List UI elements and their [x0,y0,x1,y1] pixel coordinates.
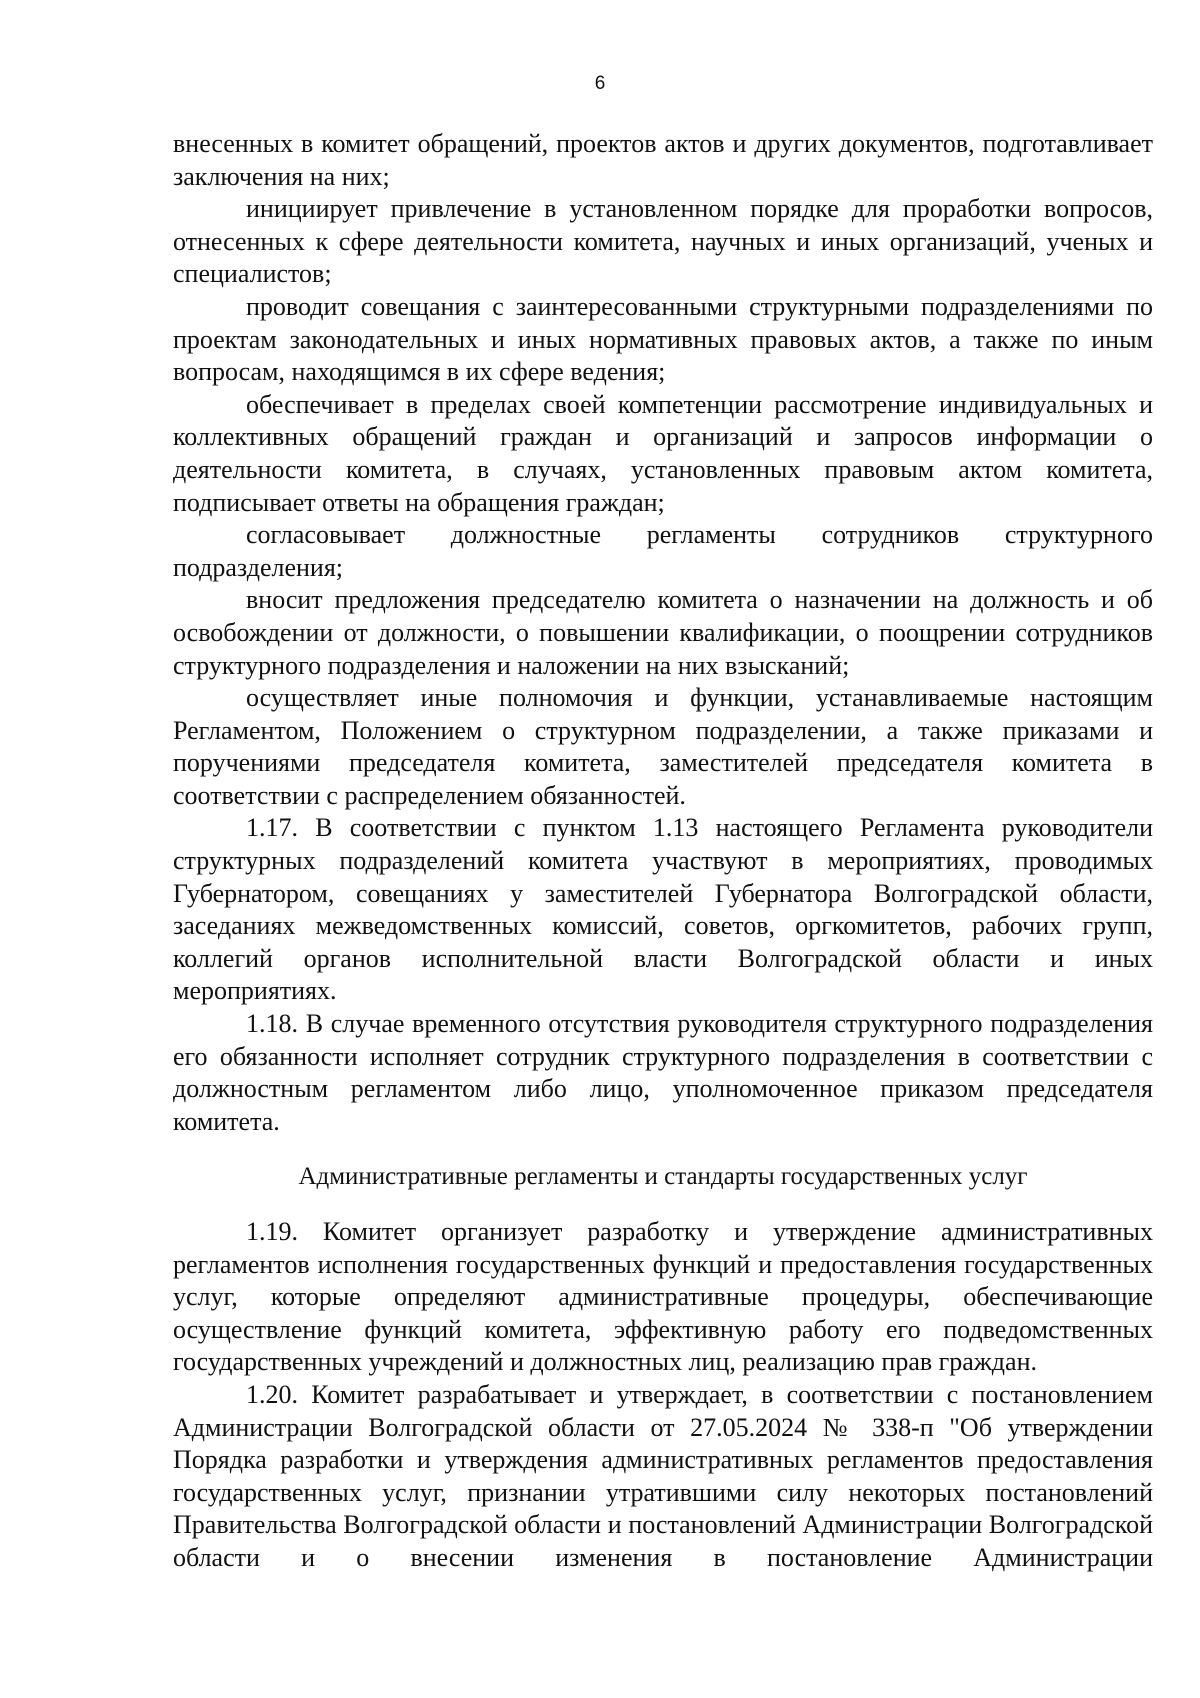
paragraph-continuation: внесенных в комитет обращений, проектов актов и других документов, подготавливает заключения на них; [173,129,1153,191]
paragraph-ensures-review: обеспечивает в пределах своей компетенции рассмотрение индивидуальных и коллективных обращений граждан и организаций и запросов информации о деятельности комитета, в случаях, установленных правовым актом комитета, подписывает ответы на обращения граждан; [173,389,1153,517]
paragraph-approves-regulations: согласовывает должностные регламенты сотрудников структурного подразделения; [173,520,1153,582]
paragraph-submits-proposals: вносит предложения председателю комитета о назначении на должность и об освобождении от должности, о повышении квалификации, о поощрении сотрудников структурного подразделения и наложении на них взысканий; [173,585,1153,680]
document-body [173,128,1153,1575]
section-heading: Административные регламенты и стандарты государственных услуг [298,1163,1028,1191]
paragraph-holds-meetings: проводит совещания с заинтересованными структурными подразделениями по проектам законодательных и иных нормативных правовых актов, а также по иным вопросам, находящимся в их сфере ведения; [173,291,1153,387]
paragraph-1-17: 1.17. В соответствии с пунктом 1.13 настоящего Регламента руководители структурных подразделений комитета участвуют в мероприятиях, проводимых Губернатором, совещаниях у заместителей Губернатора Волгоградской области, заседаниях межведомственных комиссий, советов, оргкомитетов, рабочих групп, коллегий органов исполнительной власти Волгоградской области и иных мероприятиях. [173,813,1153,1006]
paragraph-1-19: 1.19. Комитет организует разработку и утверждение административных регламентов исполнения государственных функций и предоставления государственных услуг, которые определяют административные процедуры, обеспечивающие осуществление функций комитета, эффективную работу его подведомственных государственных учреждений и должностных лиц, реализацию прав граждан. [173,1217,1153,1377]
paragraph-1-20: 1.20. Комитет разрабатывает и утверждает, в соответствии с постановлением Администрации Волгоградской области от 27.05.2024 № 338-п "Об утверждении Порядка разработки и утверждения административных регламентов предоставления государственных услуг, признании утратившими силу некоторых постановлений Правительства Волгоградской области и постановлений Администрации Волгоградской области и о внесении изменения в постановление Администрации [173,1379,1153,1572]
paragraph-initiates-involvement: инициирует привлечение в установленном порядке для проработки вопросов, отнесенных к сфере деятельности комитета, научных и иных организаций, ученых и специалистов; [173,194,1153,289]
paragraph-1-18: 1.18. В случае временного отсутствия руководителя структурного подразделения его обязанности исполняет сотрудник структурного подразделения в соответствии с должностным регламентом либо лицо, уполномоченное приказом председателя комитета. [173,1009,1153,1136]
page-number: 6 [594,73,606,94]
paragraph-other-powers: осуществляет иные полномочия и функции, устанавливаемые настоящим Регламентом, Положением о структурном подразделении, а также приказами и поручениями председателя комитета, заместителей председателя комитета в соответствии с распределением обязанностей. [173,683,1153,810]
